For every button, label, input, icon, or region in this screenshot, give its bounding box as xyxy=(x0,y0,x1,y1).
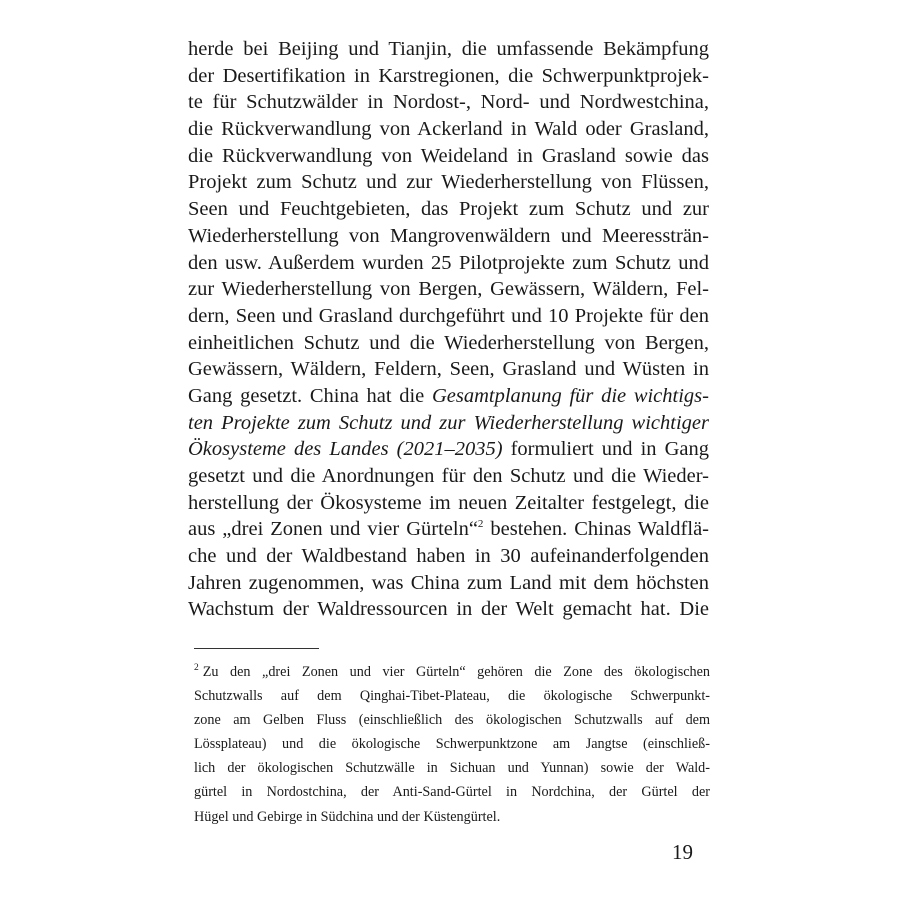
text-line: einheitlichen Schutz und die Wiederherstellung von Bergen, xyxy=(188,331,709,354)
book-title-italic: Gesamtplanung für die wichtigs- xyxy=(431,384,709,407)
footnote-line: Lössplateau) und die ökologische Schwerpunktzone am Jangtse (einschließ- xyxy=(194,736,710,753)
text-line xyxy=(188,410,709,437)
text-line: die Rückverwandlung von Weideland in Grasland sowie das xyxy=(188,144,709,167)
text-line: die Rückverwandlung von Ackerland in Wald oder Grasland, xyxy=(188,118,709,141)
text-line: herde bei Beijing und Tianjin, die umfassende Bekämpfung xyxy=(188,38,709,60)
text-segment: Gang gesetzt. China hat die xyxy=(188,384,432,407)
footnote-line: lich der ökologischen Schutzwälle in Sichuan und Yunnan) sowie der Wald- xyxy=(194,760,710,777)
text-line: herstellung der Ökosysteme im neuen Zeitalter festgelegt, die xyxy=(188,491,709,514)
main-text xyxy=(188,36,709,623)
footnote-reference[interactable]: 2 xyxy=(477,518,484,531)
text-line xyxy=(188,516,709,543)
text-line: der Desertifikation in Karstregionen, die Schwerpunktprojek- xyxy=(188,64,709,87)
text-segment: Zu den „drei Zonen und vier Gürteln“ gehören die Zone des ökologischen xyxy=(202,664,710,680)
text-line: gesetzt und die Anordnungen für den Schutz und die Wieder- xyxy=(188,465,709,487)
text-line: Projekt zum Schutz und zur Wiederherstellung von Flüssen, xyxy=(188,171,709,194)
text-line xyxy=(188,383,709,410)
text-line: Seen und Feuchtgebieten, das Projekt zum Schutz und zur xyxy=(188,198,709,221)
book-title-italic: ten Projekte zum Schutz und zur Wiederherstellung wichtiger xyxy=(188,411,709,434)
text-line xyxy=(188,436,709,463)
text-line: Wiederherstellung von Mangrovenwäldern und Meeressträn- xyxy=(188,224,709,247)
text-line: zur Wiederherstellung von Bergen, Gewässern, Wäldern, Fel- xyxy=(188,278,709,301)
footnote-marker: 2 xyxy=(194,663,199,674)
book-title-italic: Ökosysteme des Landes (2021–2035) xyxy=(188,438,503,461)
footnote-line: zone am Gelben Fluss (einschließlich des ökologischen Schutzwalls auf dem xyxy=(194,712,710,729)
text-segment: aus „drei Zonen und vier Gürteln“ xyxy=(188,518,478,541)
text-line: te für Schutzwälder in Nordost-, Nord- und Nordwestchina, xyxy=(188,91,709,114)
text-line: den usw. Außerdem wurden 25 Pilotprojekte zum Schutz und xyxy=(188,251,709,274)
text-line: Wachstum der Waldressourcen in der Welt gemacht hat. Die xyxy=(188,598,709,621)
footnote xyxy=(194,660,710,829)
text-segment: bestehen. Chinas Waldflä- xyxy=(483,518,709,541)
footnote-line xyxy=(194,660,710,684)
text-line: che und der Waldbestand haben in 30 aufeinanderfolgenden xyxy=(188,545,709,568)
footnote-line: Hügel und Gebirge in Südchina und der Küstengürtel. xyxy=(194,808,501,825)
footnote-line: Schutzwalls auf dem Qinghai-Tibet-Plateau, die ökologische Schwerpunkt- xyxy=(194,688,710,705)
text-line: Jahren zugenommen, was China zum Land mit dem höchsten xyxy=(188,571,709,594)
page-number: 19 xyxy=(672,840,693,864)
text-line: dern, Seen und Grasland durchgeführt und 10 Projekte für den xyxy=(188,304,709,327)
text-line: Gewässern, Wäldern, Feldern, Seen, Grasland und Wüsten in xyxy=(188,358,709,381)
text-segment: formuliert und in Gang xyxy=(502,438,709,461)
footnote-line: gürtel in Nordostchina, der Anti-Sand-Gürtel in Nordchina, der Gürtel der xyxy=(194,784,710,801)
footnote-divider xyxy=(194,648,319,649)
